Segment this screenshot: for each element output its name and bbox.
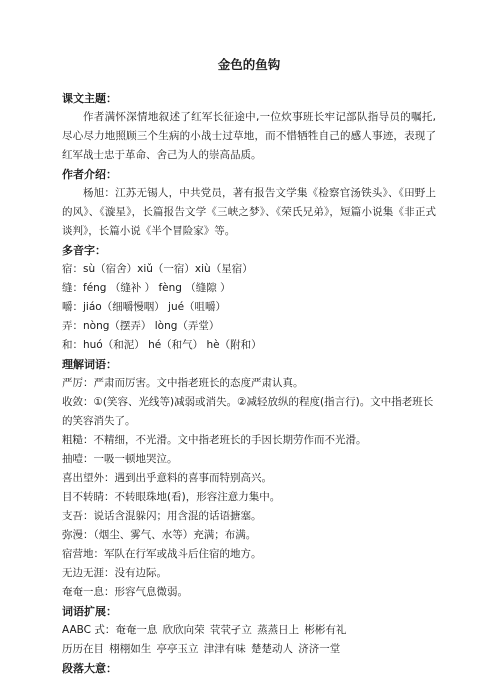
polyphone-item: 弄：nòng（摆弄） lòng（弄堂） [62,320,220,332]
section-expansion [62,602,436,659]
expansion-row [62,621,436,640]
vocab-item: 粗糙：不精细，不光滑。文中指老班长的手因长期劳作而不光滑。 [62,434,367,446]
expansion-word: 历历在目 [62,643,104,655]
expansion-word: 彬彬有礼 [304,624,347,636]
theme-heading: 课文主题： [62,92,117,105]
author-body: 杨旭：江苏无锡人，中共党员，著有报告文学集《检察官汤铁头》、《田野上的风》、《漩星》，长篇报告文学《三峡之梦》、《荣氏兄弟》，短篇小说集《非正式谈判》，长篇小说《半个冒险家》等。 [62,187,436,237]
expansion-word: 亭亭玉立 [156,643,199,655]
expansion-word: 欣欣向荣 [162,624,205,636]
author-heading: 作者介绍： [62,168,117,181]
vocabulary-heading: 理解词语： [62,358,117,371]
section-vocabulary [62,355,436,602]
vocab-item: 无边无涯：没有边际。 [62,567,167,579]
summary-heading: 段落大意： [62,662,117,675]
theme-body: 作者满怀深情地叙述了红军长征途中,一位炊事班长牢记部队指导员的嘱托,尽心尽力地照顾三个生病的小战士过草地，而不惜牺牲自己的感人事迹，表现了红军战士忠于革命、舍己为人的崇高品质。 [62,111,436,161]
polyphone-item: 缝：féng （缝补 ） fèng （缝隙 ） [62,282,231,294]
expansion-label: AABC 式： [62,624,116,636]
vocab-item: 喜出望外：遇到出乎意料的喜事而特别高兴。 [62,472,272,484]
vocab-item: 弥漫：（烟尘、雾气、水等）充满；布满。 [62,529,257,541]
polyphones-heading: 多音字： [62,244,106,257]
document-title: 金色的鱼钩 [217,57,281,72]
vocab-item: 抽噎：一吸一顿地哭泣。 [62,453,178,465]
expansion-word: 茕茕孑立 [209,624,252,636]
vocab-item: 严厉：严肃而厉害。文中指老班长的态度严肃认真。 [62,377,304,389]
vocab-item: 支吾：说话含混躲闪；用含混的话语搪塞。 [62,510,262,522]
expansion-word: 津津有味 [203,643,246,655]
vocab-item: 收敛：①(笑容、光线等)减弱或消失。②减轻放纵的程度(指言行)。文中指老班长的笑容消失了。 [62,396,434,427]
section-theme [62,89,436,165]
vocab-item: 宿营地：军队在行军或战斗后住宿的地方。 [62,548,262,560]
section-polyphones [62,241,436,355]
expansion-word: 楚楚动人 [251,643,293,655]
expansion-row [62,640,436,659]
expansion-word: 栩栩如生 [109,643,152,655]
vocab-item: 奄奄一息：形容气息微弱。 [62,586,188,598]
vocab-item: 目不转睛：不转眼珠地(看)，形容注意力集中。 [62,491,281,503]
expansion-word: 蒸蒸日上 [257,624,300,636]
expansion-heading: 词语扩展： [62,605,117,618]
polyphone-item: 和：huó（和泥） hé（和气） hè（附和） [62,339,262,351]
expansion-word: 济济一堂 [298,643,341,655]
section-summary [62,659,436,678]
polyphone-item: 宿：sù（宿舍）xiǔ（一宿）xiù（星宿） [62,263,253,275]
section-author [62,165,436,241]
expansion-word: 奄奄一息 [115,624,158,636]
polyphone-item: 嚼：jiáo（细嚼慢咽） jué（咀嚼） [62,301,227,313]
